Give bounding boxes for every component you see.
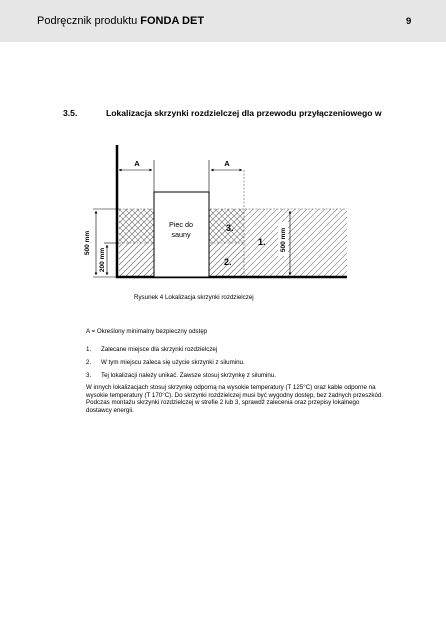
figure-caption: Rysunek 4 Lokalizacja skrzynki rozdzielczej — [134, 294, 254, 301]
section-number: 3.5. — [63, 108, 78, 118]
doc-title-text: Podręcznik produktu — [37, 15, 138, 27]
list-item-number: 1. — [86, 346, 92, 353]
page-number: 9 — [406, 16, 412, 27]
list-item-text: Tej lokalizacji należy unikać. Zawsze stosuj skrzynkę z siluminu. — [101, 372, 277, 379]
definition-a: A = Określony minimalny bezpieczny odstęp — [86, 328, 208, 335]
dim-500-right-label: 500 mm — [280, 227, 287, 253]
junction-box-location-diagram — [0, 0, 446, 300]
label-a-left: A — [134, 159, 140, 168]
zone-2-label: 2. — [224, 257, 232, 267]
zone-1-label: 1. — [258, 237, 266, 247]
dim-200-label: 200 mm — [99, 247, 106, 273]
list-item-number: 2. — [86, 359, 92, 366]
label-a-right: A — [224, 159, 230, 168]
list-item-number: 3. — [86, 372, 92, 379]
list-item-text: Zalecane miejsce dla skrzynki rozdzielczej — [101, 346, 218, 353]
stove-label-line2: sauny — [171, 230, 191, 239]
stove-label-line1: Piec do — [169, 220, 193, 229]
section-title: Lokalizacja skrzynki rozdzielczej dla przewodu przyłączeniowego w — [106, 108, 382, 118]
product-name: FONDA DET — [140, 15, 205, 27]
zone-3-label: 3. — [226, 223, 234, 233]
installation-note-paragraph: W innych lokalizacjach stosuj skrzynkę odporną na wysokie temperatury (T 125°C) oraz kable odporne na wysokie temperatury (T 170°C). Do skrzynki rozdzielczej musi być wygodny dostęp, bez żadnych przeszkód. Podczas montażu skrzynki rozdzielczej w strefie 2 lub 3, sprawdź zalecenia oraz przepisy lokalnego dostawcy energii. — [86, 384, 384, 414]
list-item-text: W tym miejscu zaleca się użycie skrzynki z siluminu. — [101, 359, 245, 366]
dim-500-left-label: 500 mm — [84, 230, 91, 256]
